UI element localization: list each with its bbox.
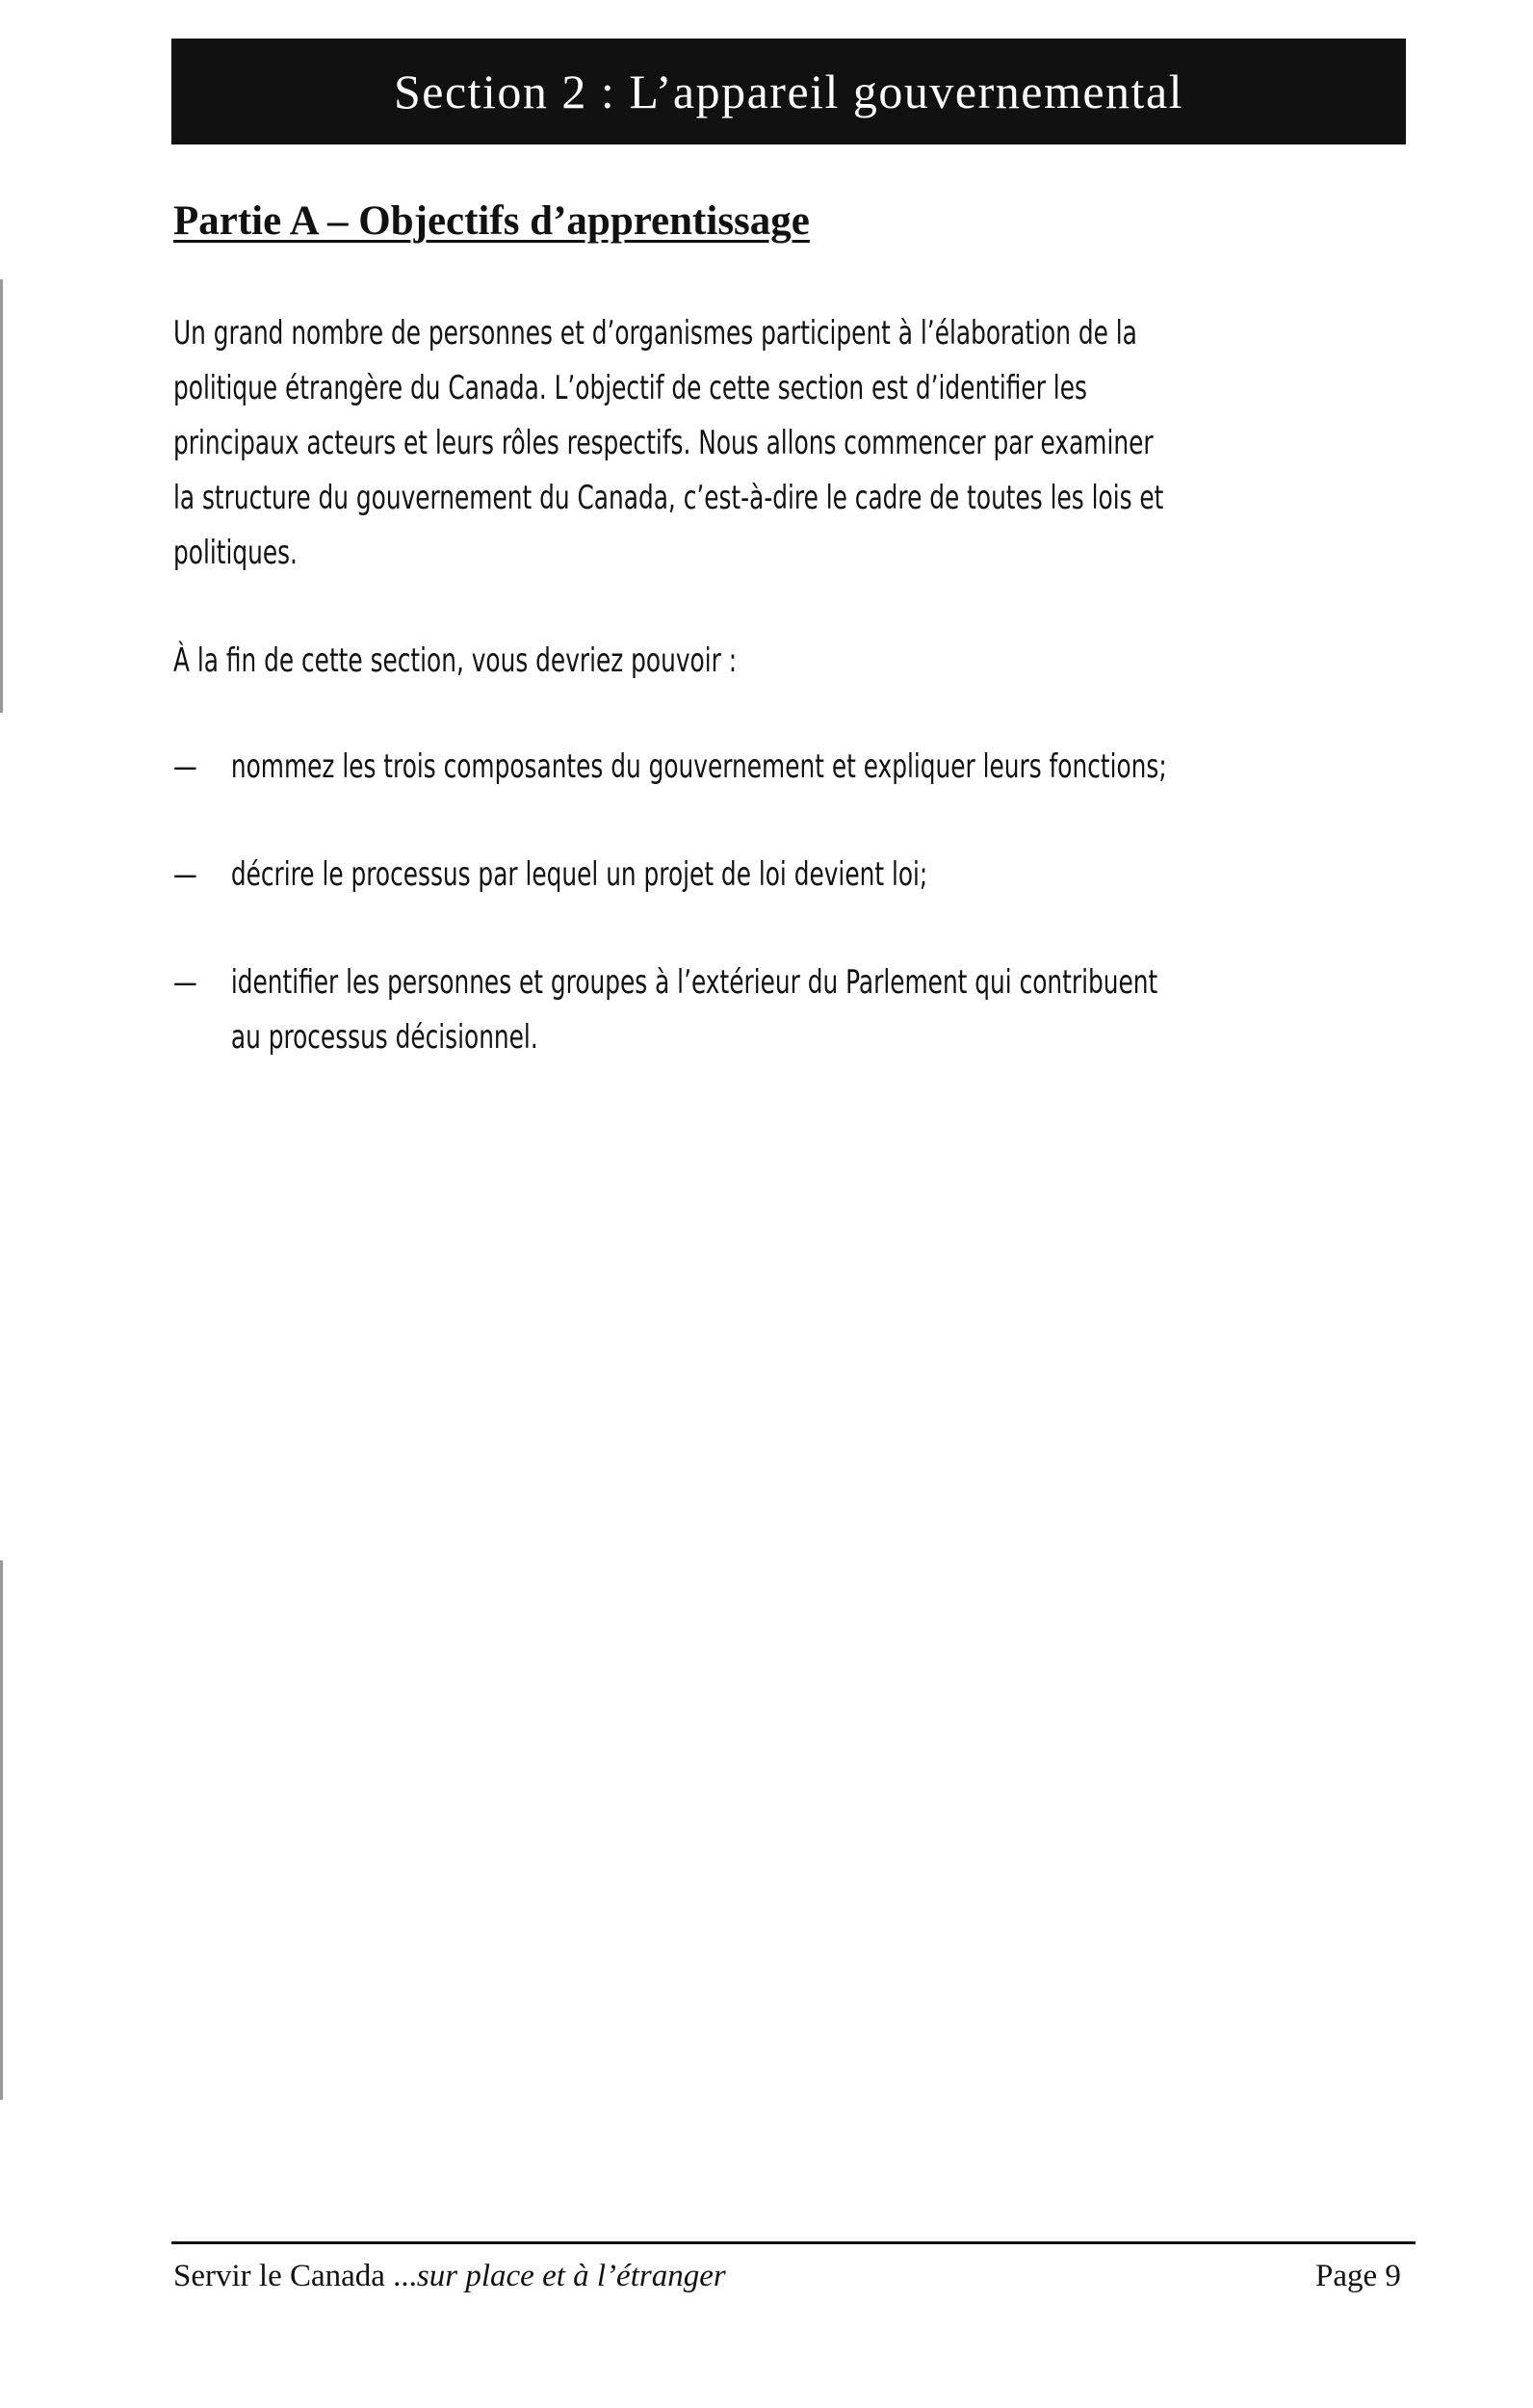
- objective-text: [231, 848, 927, 903]
- scan-edge-mark: [0, 279, 3, 713]
- dash-bullet: —: [173, 963, 197, 1002]
- objective-text: [231, 740, 1167, 795]
- objective-line: décrire le processus par lequel un projet de loi devient loi;: [230, 855, 928, 894]
- section-banner: [171, 39, 1406, 144]
- objective-line: nommez les trois composantes du gouvernement et expliquer leurs fonctions;: [230, 747, 1167, 786]
- intro-line: Un grand nombre de personnes et d’organismes participent à l’élaboration de la: [173, 314, 1137, 353]
- intro-line: la structure du gouvernement du Canada, c’est-à-dire le cadre de toutes les lois et: [173, 479, 1164, 517]
- intro-paragraph: [173, 306, 1404, 581]
- footer-title-italic: sur place et à l’étranger: [416, 2259, 726, 2293]
- intro-line: principaux acteurs et leurs rôles respectifs. Nous allons commencer par examiner: [173, 424, 1154, 462]
- page-number: Page 9: [1315, 2259, 1401, 2293]
- dash-bullet: —: [173, 747, 197, 786]
- part-heading: Partie A – Objectifs d’apprentissage: [173, 198, 810, 244]
- footer-publication-title: [173, 2259, 726, 2294]
- intro-line: politique étrangère du Canada. L’objectif de cette section est d’identifier les: [173, 369, 1087, 407]
- section-title: Section 2 : L’appareil gouvernemental: [393, 65, 1184, 118]
- objective-line: identifier les personnes et groupes à l’extérieur du Parlement qui contribuent: [230, 963, 1158, 1002]
- dash-bullet: —: [173, 855, 197, 894]
- objective-text: [231, 955, 1157, 1065]
- footer-title-regular: Servir le Canada ...: [173, 2259, 417, 2293]
- intro-line: politiques.: [173, 534, 298, 572]
- objectives-lead-in: À la fin de cette section, vous devriez pouvoir :: [173, 641, 738, 680]
- footer-divider: [171, 2241, 1416, 2244]
- objective-line: au processus décisionnel.: [230, 1018, 538, 1057]
- scan-edge-mark: [0, 1560, 3, 2100]
